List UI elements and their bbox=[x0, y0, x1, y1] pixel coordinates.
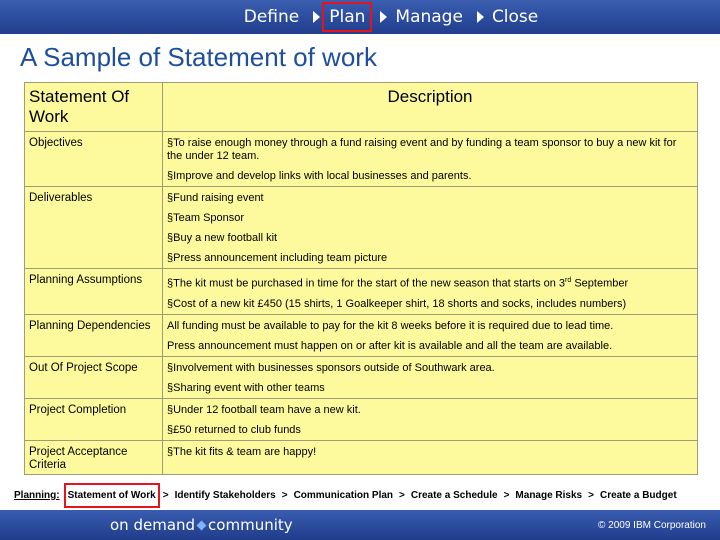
row-label: Planning Assumptions bbox=[25, 269, 163, 315]
nav-close[interactable]: Close bbox=[491, 7, 539, 27]
row-description bbox=[163, 314, 698, 356]
row-label: Planning Dependencies bbox=[25, 314, 163, 356]
breadcrumb-item-risks[interactable]: Manage Risks bbox=[515, 490, 583, 501]
description-line: §Improve and develop links with local businesses and parents. bbox=[167, 170, 472, 182]
nav-arrow-icon bbox=[477, 11, 484, 23]
table-header-row bbox=[25, 83, 698, 132]
description-line: §Press announcement including team picture bbox=[167, 252, 388, 264]
row-description bbox=[163, 398, 698, 440]
description-line: §Involvement with businesses sponsors outside of Southwark area. bbox=[167, 361, 495, 374]
breadcrumb-lead: Planning: bbox=[14, 490, 60, 501]
breadcrumb-sep: > bbox=[399, 490, 405, 501]
brand-left: on demand bbox=[110, 516, 196, 534]
row-label: Objectives bbox=[25, 132, 163, 187]
table-row bbox=[25, 187, 698, 269]
table-row bbox=[25, 269, 698, 315]
description-line: §£50 returned to club funds bbox=[167, 423, 301, 436]
breadcrumb-item-budget[interactable]: Create a Budget bbox=[599, 490, 677, 501]
nav-manage[interactable]: Manage bbox=[395, 7, 463, 27]
nav-plan[interactable]: Plan bbox=[322, 2, 372, 32]
breadcrumb-sep: > bbox=[162, 490, 169, 501]
description-line: Press announcement must happen on or after kit is available and all the team are available. bbox=[167, 339, 613, 352]
table-row bbox=[25, 314, 698, 356]
description-line: All funding must be available to pay for the kit 8 weeks before it is required due to lead time. bbox=[167, 319, 614, 332]
row-label: Deliverables bbox=[25, 187, 163, 269]
header-statement-of-work: Statement Of Work bbox=[25, 83, 163, 132]
row-description bbox=[163, 440, 698, 474]
description-line: §The kit fits & team are happy! bbox=[167, 445, 317, 458]
row-label: Out Of Project Scope bbox=[25, 356, 163, 398]
breadcrumb-item-communication[interactable]: Communication Plan bbox=[293, 490, 394, 501]
nav-define[interactable]: Define bbox=[243, 7, 300, 27]
nav-arrow-icon bbox=[380, 11, 387, 23]
breadcrumb-item-schedule[interactable]: Create a Schedule bbox=[410, 490, 498, 501]
description-line: §The kit must be purchased in time for the start of the new season that starts on 3rd September bbox=[167, 277, 629, 290]
breadcrumb bbox=[14, 483, 714, 508]
footer-bar bbox=[0, 510, 720, 540]
description-line: §To raise enough money through a fund raising event and by funding a team sponsor to buy a new kit for the under 12 team. bbox=[167, 137, 677, 162]
table-row bbox=[25, 440, 698, 474]
diamond-icon bbox=[197, 520, 207, 530]
row-description bbox=[163, 132, 698, 187]
phase-nav bbox=[238, 2, 545, 32]
statement-of-work-table bbox=[24, 82, 698, 475]
brand-logo bbox=[110, 516, 293, 534]
breadcrumb-sep: > bbox=[281, 490, 288, 501]
row-description bbox=[163, 187, 698, 269]
header-description: Description bbox=[163, 83, 698, 132]
row-description bbox=[163, 356, 698, 398]
table-row bbox=[25, 356, 698, 398]
row-label: Project Completion bbox=[25, 398, 163, 440]
description-line: §Cost of a new kit £450 (15 shirts, 1 Goalkeeper shirt, 18 shorts and socks, includes numbers) bbox=[167, 297, 627, 310]
breadcrumb-sep: > bbox=[503, 490, 510, 501]
breadcrumb-sep: > bbox=[588, 490, 594, 501]
description-line: §Sharing event with other teams bbox=[167, 381, 325, 394]
table-row bbox=[25, 398, 698, 440]
table-row bbox=[25, 132, 698, 187]
top-nav-bar bbox=[0, 0, 720, 34]
description-line: §Team Sponsor bbox=[167, 212, 245, 224]
row-label: Project Acceptance Criteria bbox=[25, 440, 163, 474]
brand-right: community bbox=[208, 516, 293, 534]
copyright: © 2009 IBM Corporation bbox=[598, 519, 706, 531]
description-line: §Buy a new football kit bbox=[167, 232, 278, 244]
page-title: A Sample of Statement of work bbox=[20, 42, 377, 72]
description-line: §Fund raising event bbox=[167, 192, 264, 204]
breadcrumb-item-stakeholders[interactable]: Identify Stakeholders bbox=[174, 490, 276, 501]
description-line: §Under 12 football team have a new kit. bbox=[167, 403, 361, 416]
nav-arrow-icon bbox=[313, 11, 320, 23]
table-body bbox=[25, 132, 698, 475]
row-description bbox=[163, 269, 698, 315]
breadcrumb-current[interactable]: Statement of Work bbox=[64, 483, 160, 508]
